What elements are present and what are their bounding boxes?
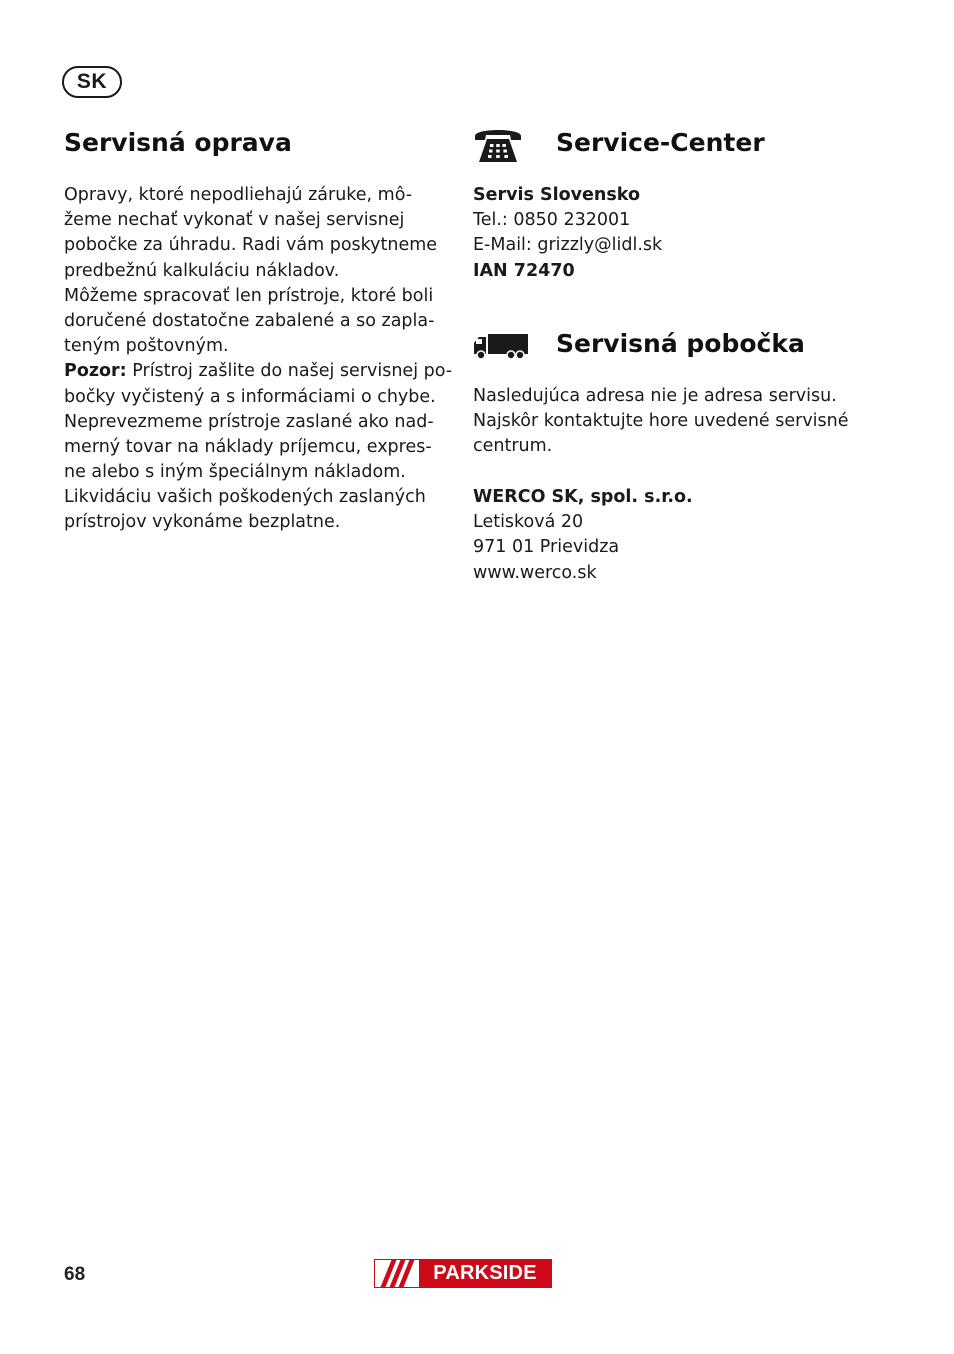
warning-label: Pozor: bbox=[64, 361, 127, 382]
repair-heading: Servisná oprava bbox=[64, 128, 292, 157]
branch-city: 971 01 Prievidza bbox=[473, 537, 620, 558]
repair-line: doručené dostatočne zabalené a so zapla- bbox=[64, 310, 435, 331]
branch-note-line: Najskôr kontaktujte hore uvedené servisné bbox=[473, 411, 849, 432]
telephone-icon bbox=[473, 124, 523, 164]
branch-street: Letisková 20 bbox=[473, 512, 584, 533]
service-branch-address bbox=[473, 485, 693, 586]
repair-line: predbežnú kalkuláciu nákladov. bbox=[64, 260, 340, 281]
warning-line: merný tovar na náklady príjemcu, expres- bbox=[64, 436, 432, 457]
repair-line: Môžeme spracovať len prístroje, ktoré boli bbox=[64, 285, 434, 306]
branch-website[interactable]: www.werco.sk bbox=[473, 562, 597, 583]
service-center-contact bbox=[473, 183, 662, 284]
service-center-heading: Service-Center bbox=[556, 128, 765, 157]
warning-line: Likvidáciu vašich poškodených zaslaných bbox=[64, 487, 426, 508]
repair-line: pobočke za úhradu. Radi vám poskytneme bbox=[64, 235, 438, 256]
warning-text: Prístroj zašlite do našej servisnej po- bbox=[126, 361, 453, 382]
service-company: Servis Slovensko bbox=[473, 185, 640, 205]
branch-note-line: centrum. bbox=[473, 436, 553, 457]
repair-line: Opravy, ktoré nepodliehajú záruke, mô- bbox=[64, 185, 413, 205]
warning-line: prístrojov vykonáme bezplatne. bbox=[64, 512, 341, 533]
service-email: E-Mail: grizzly@lidl.sk bbox=[473, 235, 663, 256]
parkside-logo bbox=[374, 1259, 552, 1288]
warning-first-line bbox=[64, 359, 452, 384]
truck-icon bbox=[473, 332, 529, 360]
repair-line: žeme nechať vykonať v našej servisnej bbox=[64, 210, 405, 231]
repair-paragraph bbox=[64, 183, 452, 536]
warning-line: ne alebo s iným špeciálnym nákladom. bbox=[64, 462, 406, 483]
branch-note-line: Nasledujúca adresa nie je adresa servisu. bbox=[473, 386, 837, 406]
page-number: 68 bbox=[64, 1264, 86, 1285]
service-branch-note bbox=[473, 384, 849, 460]
logo-stripes-icon bbox=[375, 1260, 419, 1287]
service-ian: IAN 72470 bbox=[473, 260, 575, 281]
branch-company: WERCO SK, spol. s.r.o. bbox=[473, 487, 693, 507]
language-badge: SK bbox=[62, 66, 122, 98]
logo-text: PARKSIDE bbox=[419, 1260, 551, 1287]
warning-line: bočky vyčistený a s informáciami o chybe. bbox=[64, 386, 436, 407]
service-branch-heading: Servisná pobočka bbox=[556, 329, 805, 358]
warning-line: Neprevezmeme prístroje zaslané ako nad- bbox=[64, 411, 434, 432]
repair-line: teným poštovným. bbox=[64, 336, 229, 357]
service-phone: Tel.: 0850 232001 bbox=[473, 210, 631, 231]
